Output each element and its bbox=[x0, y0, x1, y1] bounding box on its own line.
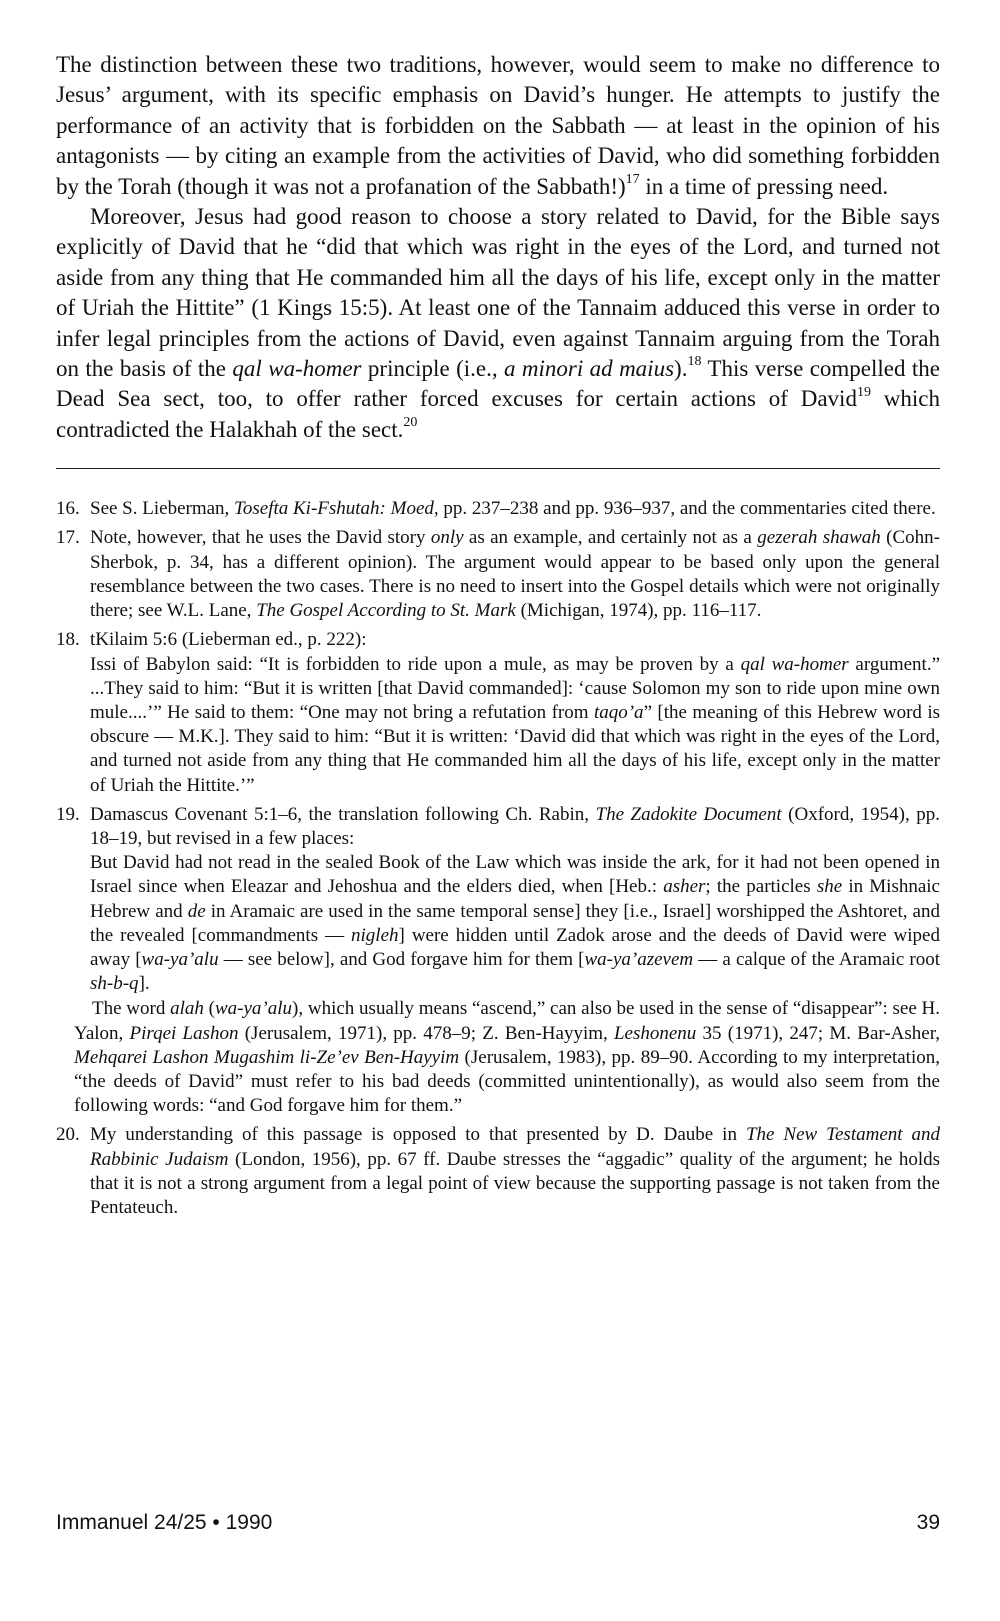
footnote-paragraph bbox=[74, 997, 940, 1118]
footnote-body bbox=[90, 526, 940, 623]
footnote-body bbox=[90, 628, 940, 797]
text-run: — see below], and God forgave him for them [ bbox=[218, 948, 585, 970]
text-run: ( bbox=[203, 998, 215, 1020]
italic-term: she bbox=[816, 876, 843, 898]
italic-term: wa-ya’azevem bbox=[584, 948, 694, 970]
footnote-body bbox=[90, 497, 940, 521]
footnote-19 bbox=[56, 803, 940, 997]
footnote-number: 19. bbox=[56, 803, 80, 825]
journal-citation: Immanuel 24/25 • 1990 bbox=[56, 1511, 273, 1534]
text-run: ; the particles bbox=[705, 876, 817, 898]
main-text bbox=[56, 50, 940, 445]
text-run: (Jerusalem, 1971), pp. 478–9; Z. Ben-Hayyim, bbox=[238, 1022, 614, 1044]
footnote-ref-18[interactable]: 18 bbox=[687, 354, 702, 370]
italic-term: qal wa-homer bbox=[232, 356, 362, 382]
text-run: The distinction between these two traditions, however, would seem to make no difference to Jesus’ argument, with its specific emphasis on David’s hunger. He attempts to justify the performance of an activity that is forbidden on the Sabbath — at least in the opinion of his antagonists — by citing an example from the activities of David, who did something forbidden by the Torah (though it was not a profanation of the Sabbath!) bbox=[56, 52, 940, 199]
footnote-source bbox=[90, 803, 940, 851]
footnote-18 bbox=[56, 628, 940, 797]
text-run: ] were hidden until Zadok arose and the deeds of David were wiped away [ bbox=[90, 924, 940, 970]
text-run: ), which usually means “ascend,” can also be used in the sense of “disappear”: see H. Yalon, bbox=[74, 998, 941, 1044]
text-run: ” [the meaning of this Hebrew word is obscure — M.K.]. They said to him: “But it is written: ‘David did that which was right in the eyes of the Lord, and turned not aside from any thing that He commanded him all the days of his life, except only in the matter of Uriah the Hittite.’” bbox=[90, 701, 940, 796]
text-run: in a time of pressing need. bbox=[639, 173, 889, 199]
text-run: as an example, and certainly not as a bbox=[463, 527, 758, 549]
text-run: But David had not read in the sealed Book of the Law which was inside the ark, for it had not been opened in Israel since when Eleazar and Jehoshua and the elders died, when [Heb.: bbox=[90, 852, 940, 898]
text-run: ). bbox=[674, 356, 688, 382]
text-run: which contradicted the Halakhah of the sect. bbox=[56, 386, 940, 442]
text-run: argument.” ...They said to him: “But it is written [that David commanded]: ‘cause Solomon my son to ride upon mine own mule....’” He said to them: “One may not bring a refutation from bbox=[90, 653, 941, 723]
footnote-17 bbox=[56, 526, 940, 623]
italic-term: nigleh bbox=[351, 924, 399, 946]
text-run: — a calque of the Aramaic root bbox=[693, 948, 941, 970]
text-run: The word bbox=[92, 998, 171, 1020]
text-run: pp. 237–238 and pp. 936–937, and the commentaries cited there. bbox=[438, 498, 936, 520]
book-title: Mehqarei Lashon Mugashim li-Ze’ev Ben-Hayyim bbox=[74, 1046, 460, 1068]
italic-term: gezerah shawah bbox=[757, 527, 881, 549]
text-run: in Aramaic are used in the same temporal sense] they [i.e., Israel] worshipped the Ashtoret, and the revealed [commandments — bbox=[90, 900, 940, 946]
text-run: principle (i.e., bbox=[361, 356, 504, 382]
footnote-ref-19[interactable]: 19 bbox=[856, 384, 871, 400]
page-footer bbox=[56, 1511, 940, 1535]
text-run: Moreover, Jesus had good reason to choose a story related to David, for the Bible says explicitly of David that he “did that which was right in the eyes of the Lord, and turned not aside from any thing that He commanded him all the days of his life, except only in the matter of Uriah the Hittite” (1 Kings 15:5). At least one of the Tannaim adduced this verse in order to infer legal principles from the actions of David, even against Tannaim arguing from the Torah on the basis of the bbox=[56, 204, 940, 382]
paragraph-1 bbox=[56, 50, 940, 202]
text-run: My understanding of this passage is opposed to that presented by D. Daube in bbox=[90, 1124, 746, 1146]
footnote-number: 20. bbox=[56, 1124, 80, 1146]
text-run: (London, 1956), pp. 67 ff. Daube stresses the “aggadic” quality of the argument; he holds that it is not a strong argument from a legal point of view because the supporting passage is not taken from the Pentateuch. bbox=[90, 1148, 940, 1218]
text-run: Note, however, that he uses the David story bbox=[90, 527, 431, 549]
italic-term: wa-ya’alu bbox=[141, 948, 219, 970]
footnote-body bbox=[90, 1123, 940, 1220]
book-title: Tosefta Ki-Fshutah: Moed, bbox=[234, 498, 439, 520]
italic-term: sh-b-q bbox=[90, 973, 139, 995]
footnote-number: 18. bbox=[56, 629, 80, 651]
italic-term: taqo’a bbox=[593, 701, 644, 723]
italic-term: qal wa-homer bbox=[740, 653, 849, 675]
footnote-body bbox=[90, 803, 940, 997]
block-quote bbox=[90, 653, 940, 798]
block-quote bbox=[90, 851, 940, 996]
italic-term: alah bbox=[170, 998, 204, 1020]
text-run: ]. bbox=[138, 973, 150, 995]
book-title: The New Testament and Rabbinic Judaism bbox=[90, 1124, 941, 1170]
italic-term: only bbox=[430, 527, 464, 549]
text-run: See S. Lieberman, bbox=[90, 498, 235, 520]
italic-term: a minori ad maius bbox=[504, 356, 675, 382]
text-run: in Mishnaic Hebrew and bbox=[90, 876, 940, 922]
text-run: This verse compelled the Dead Sea sect, too, to offer rather forced excuses for certain actions of David bbox=[56, 356, 940, 412]
footnotes bbox=[56, 497, 940, 1220]
page-body bbox=[56, 50, 940, 1225]
italic-term: asher bbox=[663, 876, 706, 898]
footnote-16 bbox=[56, 497, 940, 521]
page-number: 39 bbox=[916, 1511, 940, 1534]
text-run: (Oxford, 1954), pp. 18–19, but revised in a few places: bbox=[90, 803, 941, 849]
text-run: (Jerusalem, 1983), pp. 89–90. According to my interpretation, “the deeds of David” must refer to his bad deeds (committed unintentionally), as would also seem from the following words: “and God forgave him for them.” bbox=[74, 1046, 940, 1117]
paragraph-2 bbox=[56, 202, 940, 445]
text-run: (Cohn-Sherbok, p. 34, has a different opinion). The argument would appear to be based only upon the general resemblance between the two cases. There is no need to insert into the Gospel details which were not originally there; see W.L. Lane, bbox=[90, 527, 940, 622]
italic-term: wa-ya’alu bbox=[214, 998, 293, 1020]
text-run: (Michigan, 1974), pp. 116–117. bbox=[515, 600, 762, 622]
footnote-number: 16. bbox=[56, 498, 80, 520]
book-title: Pirqei Lashon bbox=[129, 1022, 239, 1044]
footnote-source: tKilaim 5:6 (Lieberman ed., p. 222): bbox=[90, 629, 367, 651]
book-title: Leshonenu bbox=[613, 1022, 697, 1044]
footnote-19-continuation bbox=[56, 997, 940, 1118]
text-run: Damascus Covenant 5:1–6, the translation following Ch. Rabin, bbox=[90, 803, 596, 825]
footnote-20 bbox=[56, 1123, 940, 1220]
footnote-body bbox=[74, 997, 940, 1118]
book-title: The Gospel According to St. Mark bbox=[256, 600, 516, 622]
footnote-number: 17. bbox=[56, 527, 80, 549]
footnote-divider bbox=[56, 468, 940, 469]
book-title: The Zadokite Document bbox=[595, 803, 782, 825]
text-run: 35 (1971), 247; M. Bar-Asher, bbox=[696, 1022, 941, 1044]
text-run: Issi of Babylon said: “It is forbidden to ride upon a mule, as may be proven by a bbox=[90, 653, 741, 675]
footnote-ref-17[interactable]: 17 bbox=[625, 171, 640, 187]
footnote-ref-20[interactable]: 20 bbox=[403, 415, 418, 431]
italic-term: de bbox=[187, 900, 206, 922]
